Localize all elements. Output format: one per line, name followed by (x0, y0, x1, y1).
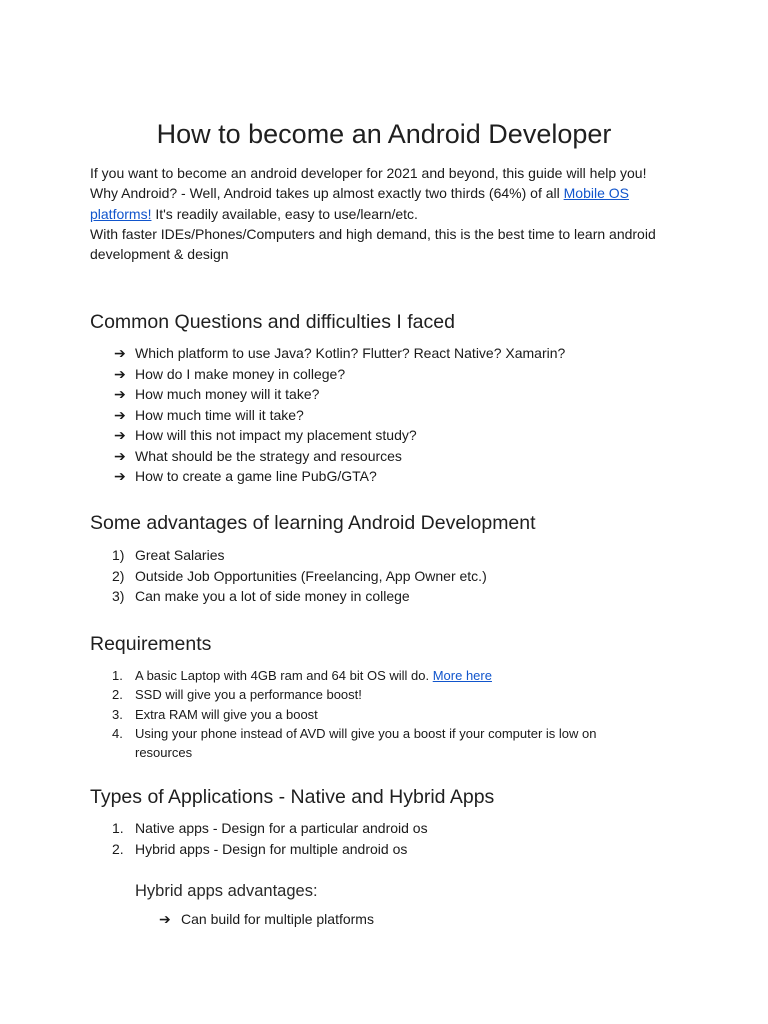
list-item-text: Great Salaries (135, 547, 225, 563)
advantages-heading: Some advantages of learning Android Development (90, 512, 536, 534)
list-item (0, 343, 565, 364)
list-number: 1. (112, 668, 123, 683)
intro-text: It's readily available, easy to use/learn/etc. (151, 205, 418, 222)
list-item (0, 566, 487, 587)
hybrid-advantages-heading: Hybrid apps advantages: (135, 882, 318, 900)
requirements-list (0, 666, 655, 762)
list-item (0, 909, 374, 930)
list-number: 2) (112, 567, 125, 584)
list-item (0, 724, 655, 763)
list-item (0, 425, 565, 446)
arrow-bullet-icon: ➔ (114, 386, 126, 402)
list-number: 1) (112, 547, 125, 563)
list-item-text: Which platform to use Java? Kotlin? Flutter? React Native? Xamarin? (135, 345, 566, 361)
advantages-list (0, 545, 487, 607)
list-number: 2. (112, 687, 123, 703)
arrow-bullet-icon: ➔ (114, 427, 126, 443)
list-item-text (135, 666, 655, 685)
list-item (0, 705, 655, 724)
list-item-text: Using your phone instead of AVD will give you a boost if your computer is low on resources (135, 725, 597, 761)
list-number: 3) (112, 588, 125, 604)
hybrid-advantages-list (0, 909, 374, 930)
intro-paragraph-1: If you want to become an android developer for 2021 and beyond, this guide will help you! (90, 165, 647, 181)
questions-heading: Common Questions and difficulties I faced (90, 311, 455, 333)
types-heading: Types of Applications - Native and Hybrid Apps (90, 786, 495, 808)
list-number: 2. (112, 840, 124, 857)
arrow-bullet-icon: ➔ (114, 447, 126, 464)
list-item-text: How will this not impact my placement study? (135, 427, 417, 443)
mobile-os-platforms-link[interactable]: Mobile OS platforms! (90, 185, 629, 222)
intro-text: Why Android? - Well, Android takes up almost exactly two thirds (64%) of all (90, 185, 564, 202)
list-item-text: How do I make money in college? (135, 365, 346, 382)
list-item (0, 839, 428, 860)
list-item (0, 466, 565, 487)
list-item (0, 685, 655, 704)
intro-paragraph-2 (90, 183, 690, 224)
questions-list (0, 343, 565, 487)
list-item (0, 818, 428, 839)
list-item (0, 405, 565, 426)
list-item (0, 586, 487, 607)
intro-paragraph-3: With faster IDEs/Phones/Computers and high demand, this is the best time to learn android development & design (90, 225, 656, 263)
list-item-text: Outside Job Opportunities (Freelancing, App Owner etc.) (135, 567, 487, 584)
arrow-bullet-icon: ➔ (114, 345, 126, 361)
requirements-heading: Requirements (90, 633, 212, 655)
list-item (0, 666, 655, 685)
list-number: 3. (112, 706, 123, 722)
list-item (0, 545, 487, 566)
list-item (0, 384, 565, 405)
arrow-bullet-icon: ➔ (159, 911, 171, 927)
list-item-text: Native apps - Design for a particular android os (135, 820, 428, 836)
list-item-text: Extra RAM will give you a boost (135, 706, 318, 722)
list-number: 1. (112, 820, 124, 836)
list-item (0, 364, 565, 385)
list-item-text: Hybrid apps - Design for multiple android os (135, 840, 408, 857)
list-number: 4. (112, 725, 123, 741)
list-item-text: How much time will it take? (135, 406, 304, 423)
page-title: How to become an Android Developer (156, 119, 612, 149)
arrow-bullet-icon: ➔ (114, 406, 126, 423)
types-list (0, 818, 428, 859)
requirement-text: A basic Laptop with 4GB ram and 64 bit OS will do. (135, 668, 433, 683)
list-item-text: How to create a game line PubG/GTA? (135, 468, 377, 484)
arrow-bullet-icon: ➔ (114, 365, 126, 382)
arrow-bullet-icon: ➔ (114, 468, 126, 484)
list-item (0, 446, 565, 467)
more-here-link[interactable]: More here (432, 668, 492, 683)
list-item-text: How much money will it take? (135, 386, 320, 402)
list-item-text: Can make you a lot of side money in college (135, 588, 410, 604)
list-item-text: Can build for multiple platforms (181, 911, 374, 927)
intro-section (90, 163, 690, 264)
list-item-text: SSD will give you a performance boost! (135, 687, 362, 703)
list-item-text: What should be the strategy and resources (135, 447, 402, 464)
